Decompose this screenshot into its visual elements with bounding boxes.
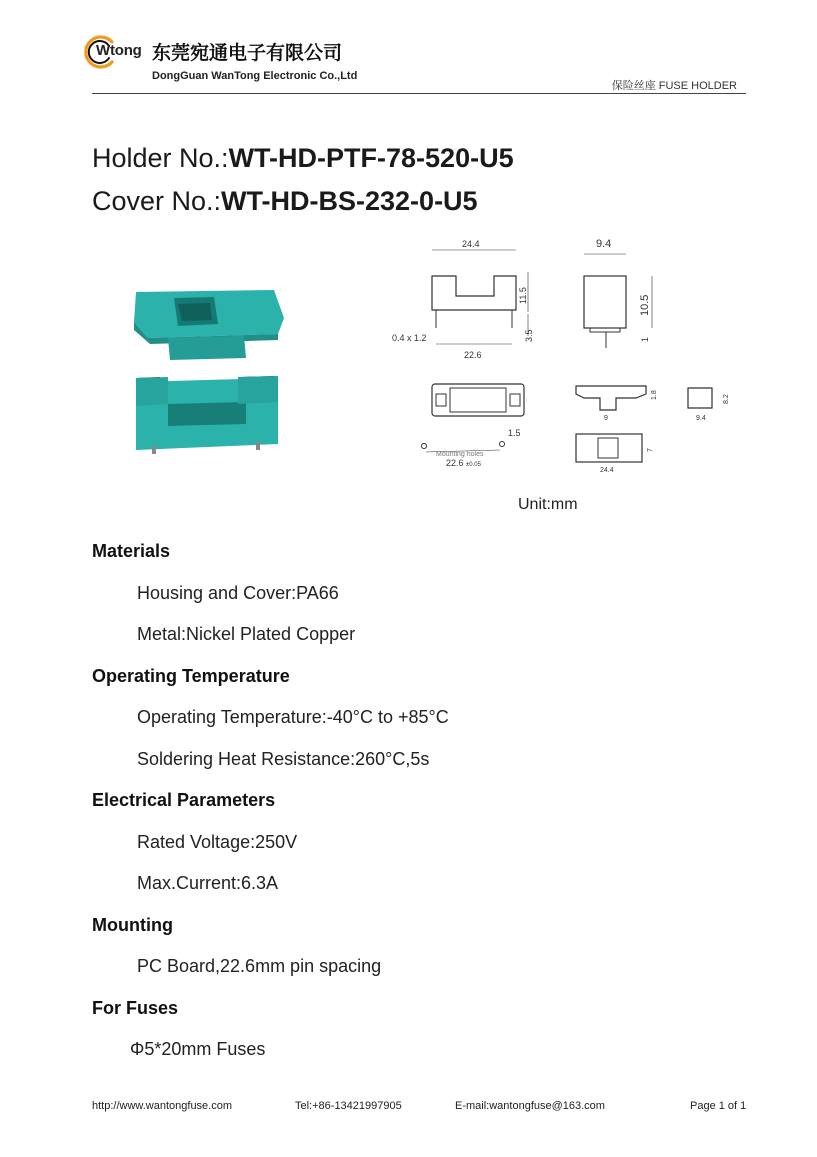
- dim-mount-tolerance: ±0.05: [466, 462, 481, 468]
- temperature-item: Soldering Heat Resistance:260°C,5s: [137, 749, 430, 769]
- dim-cover-height: 1.8: [651, 390, 658, 400]
- dim-pin-spacing: 22.6: [464, 350, 482, 360]
- footer-page-number: Page 1 of 1: [690, 1100, 747, 1112]
- temperature-item: Operating Temperature:-40°C to +85°C: [137, 707, 449, 727]
- company-name-en: DongGuan WanTong Electronic Co.,Ltd: [152, 70, 358, 82]
- header-divider: [92, 93, 746, 94]
- cover-label: Cover No.:: [92, 186, 222, 216]
- dim-side-width: 9.4: [596, 238, 612, 250]
- dim-side-pin: 1: [640, 336, 650, 342]
- footer-website-link[interactable]: http://www.wantongfuse.com: [92, 1100, 233, 1112]
- cover-value: WT-HD-BS-232-0-U5: [221, 186, 478, 216]
- dim-cap-width: 9.4: [696, 415, 706, 422]
- footer-telephone: Tel:+86-13421997905: [295, 1100, 402, 1112]
- electrical-heading: Electrical Parameters: [92, 790, 276, 810]
- fuses-heading: For Fuses: [92, 998, 179, 1018]
- dim-top-width: 24.4: [462, 239, 480, 249]
- mounting-holes-label: Mounting holes: [436, 451, 484, 458]
- dim-cover-length: 24.4: [600, 467, 614, 474]
- mounting-heading: Mounting: [92, 915, 173, 935]
- footer-email-link[interactable]: E-mail:wantongfuse@163.com: [455, 1100, 605, 1112]
- document-type: 保险丝座 FUSE HOLDER: [611, 80, 737, 92]
- technical-drawing: [390, 232, 730, 482]
- dim-cover-top-height: 7: [647, 448, 654, 452]
- mounting-item: PC Board,22.6mm pin spacing: [137, 956, 382, 976]
- dim-mount-spacing: 22.6: [446, 458, 464, 468]
- fuses-item: Φ5*20mm Fuses: [130, 1039, 266, 1059]
- holder-number: [92, 143, 514, 174]
- dim-cap-height: 8.2: [723, 394, 730, 404]
- materials-item: Housing and Cover:PA66: [137, 583, 339, 603]
- logo-text: Wtong: [96, 42, 142, 59]
- product-photo: [128, 278, 288, 458]
- electrical-item: Max.Current:6.3A: [137, 873, 279, 893]
- unit-label: Unit:mm: [518, 496, 578, 513]
- electrical-item: Rated Voltage:250V: [137, 832, 298, 852]
- holder-value: WT-HD-PTF-78-520-U5: [228, 143, 514, 173]
- holder-label: Holder No.:: [92, 143, 229, 173]
- cover-number: [92, 186, 478, 217]
- temperature-heading: Operating Temperature: [92, 666, 290, 686]
- dim-height-upper: 11.5: [518, 287, 528, 304]
- dim-pin-size: 0.4 x 1.2: [392, 333, 427, 343]
- materials-heading: Materials: [92, 541, 171, 561]
- dim-side-height: 10.5: [639, 294, 651, 316]
- company-name-cn: 东莞宛通电子有限公司: [152, 42, 343, 64]
- dim-height-pin: 3.5: [524, 329, 534, 342]
- dim-hole-diameter: 1.5: [508, 428, 521, 438]
- dim-cover-width: 9: [604, 415, 608, 422]
- materials-item: Metal:Nickel Plated Copper: [137, 624, 356, 644]
